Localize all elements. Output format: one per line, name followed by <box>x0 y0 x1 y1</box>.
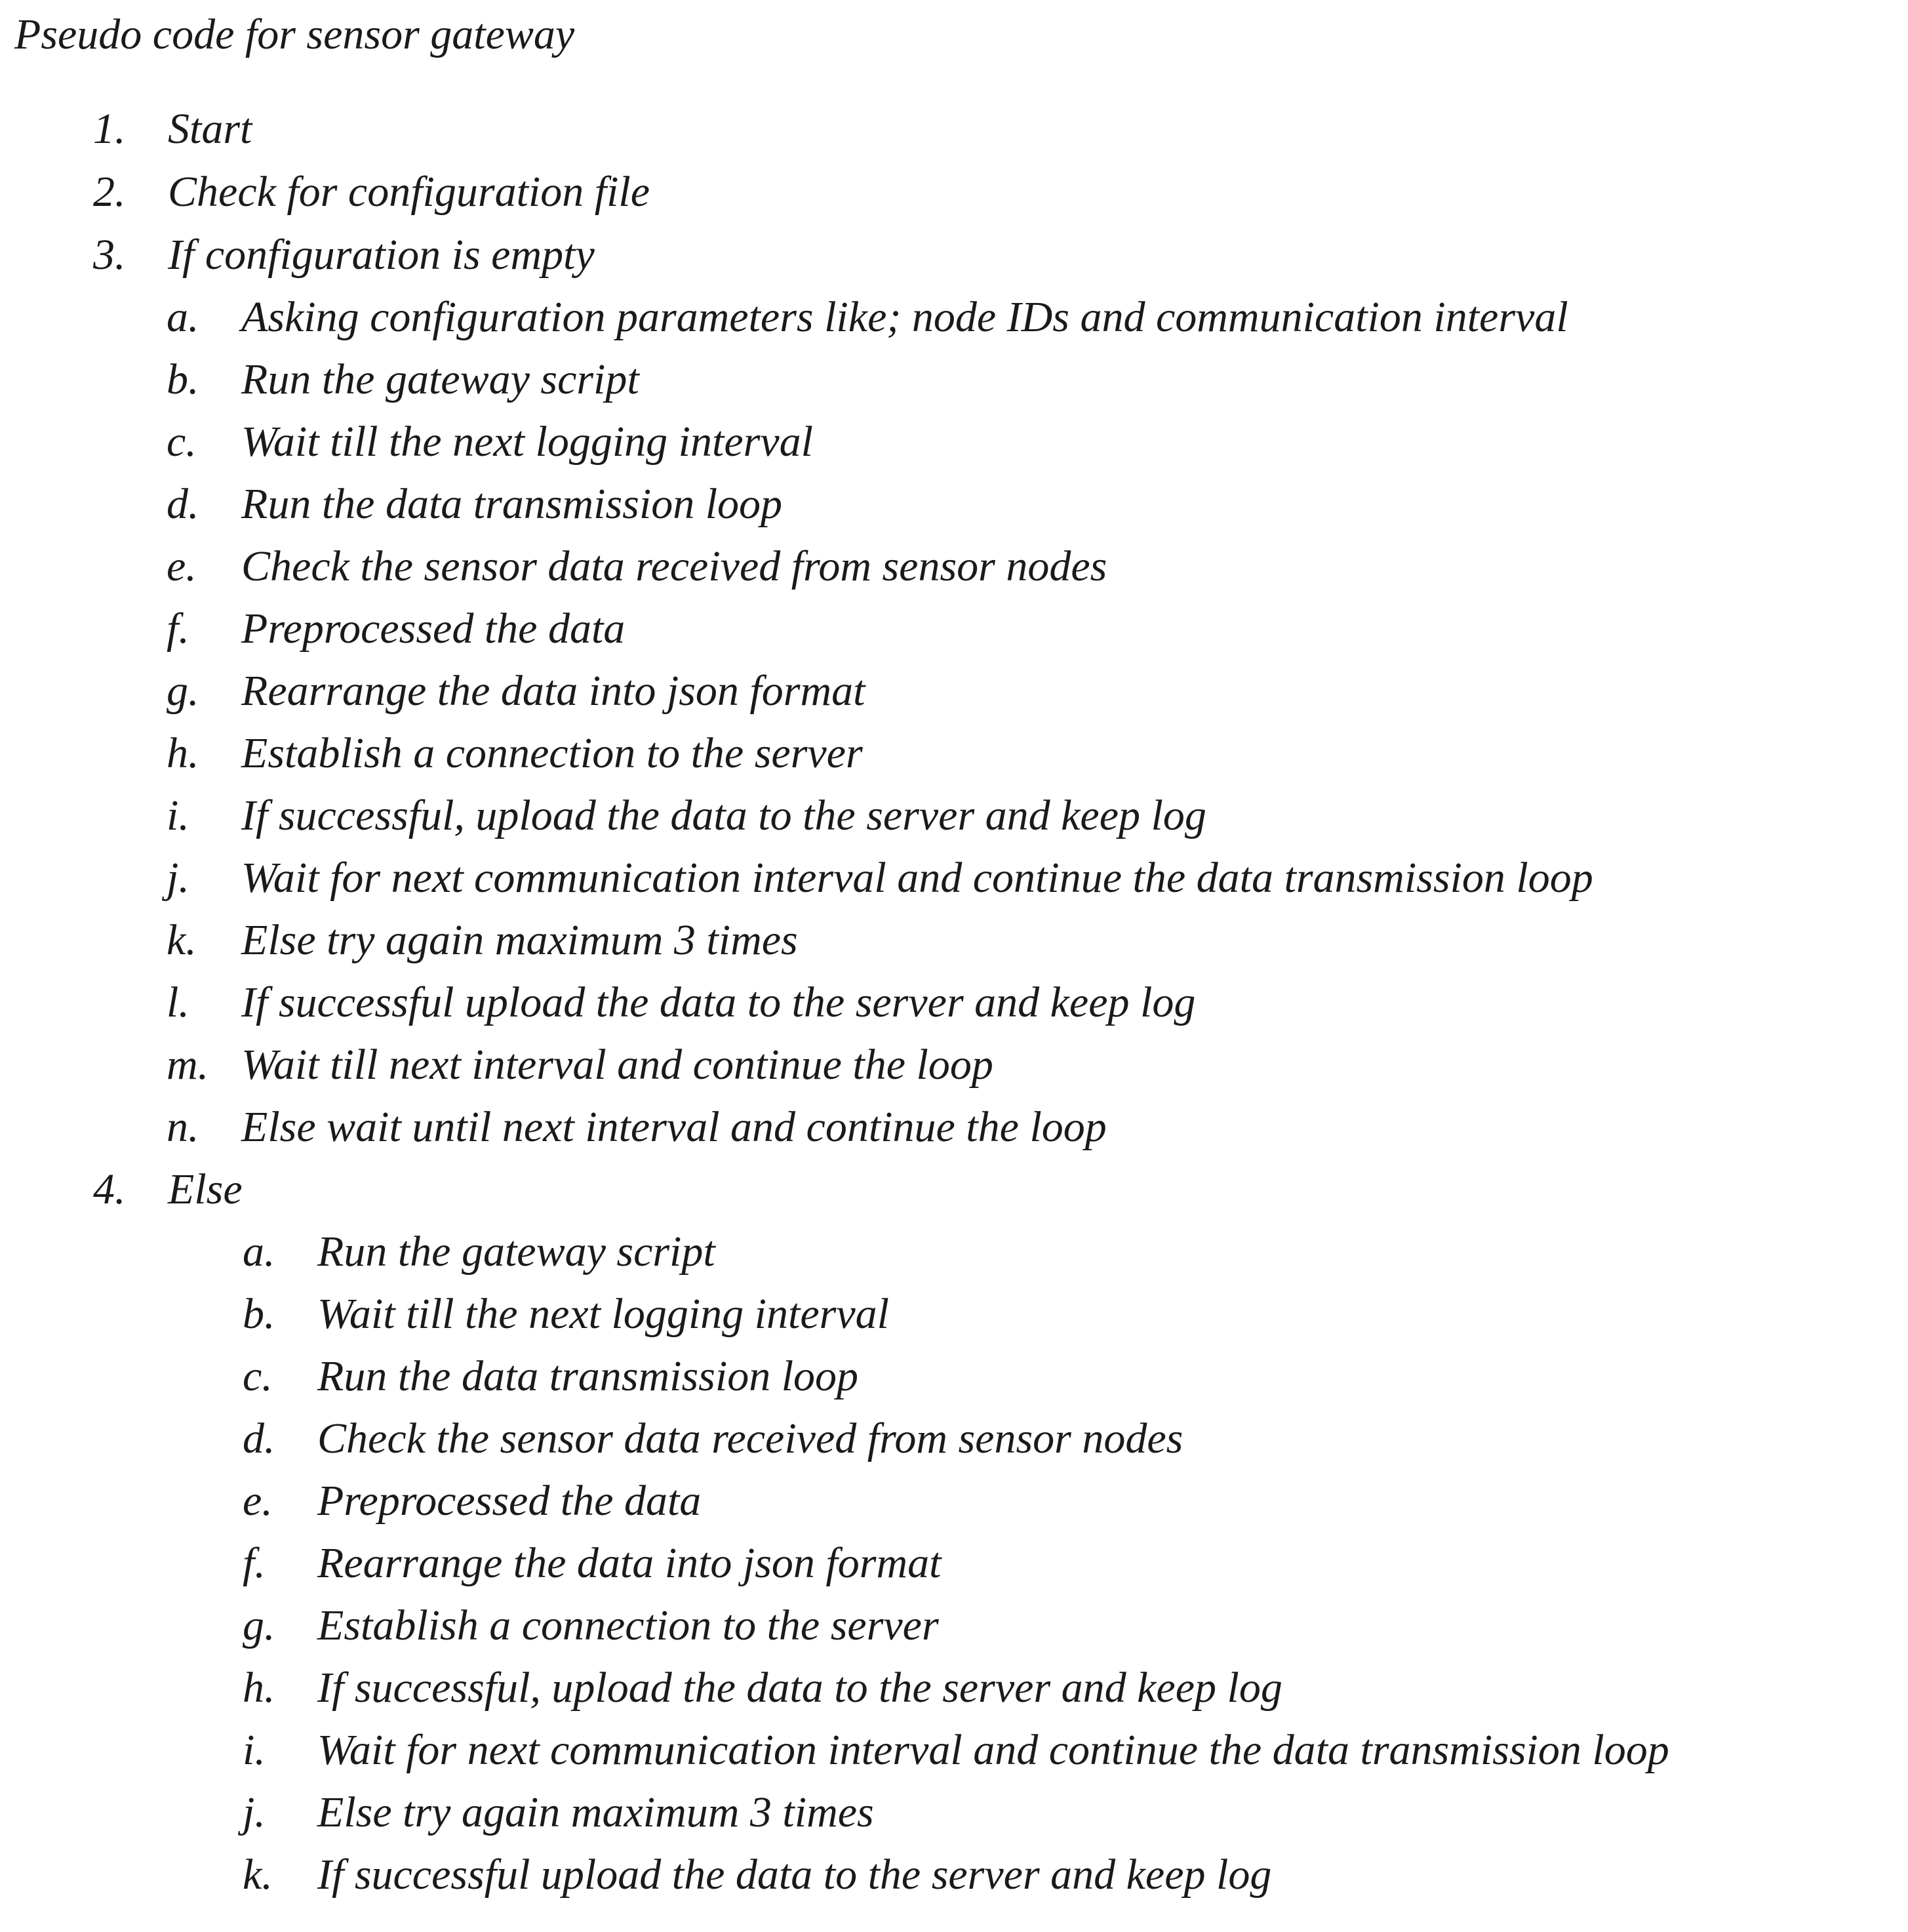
substep-text: If successful, upload the data to the server and keep log <box>241 792 1206 839</box>
step-text: Else <box>168 1165 243 1213</box>
substep-text: If successful upload the data to the server and keep log <box>241 978 1196 1026</box>
step-marker: 1. <box>93 105 126 153</box>
substep-text: Rearrange the data into json format <box>317 1539 942 1587</box>
substep-marker: c. <box>243 1352 273 1400</box>
substep-marker: g. <box>167 667 199 715</box>
substep-marker: c. <box>167 418 197 466</box>
substep-text: If successful, upload the data to the server and keep log <box>317 1664 1282 1712</box>
substep-marker: g. <box>243 1601 275 1649</box>
substep-text: Check the sensor data received from sensor nodes <box>241 542 1107 590</box>
document-title: Pseudo code for sensor gateway <box>14 10 575 58</box>
substep-marker: b. <box>243 1290 275 1338</box>
substep-text: Asking configuration parameters like; node IDs and communication interval <box>241 293 1568 341</box>
substep-text: If successful upload the data to the server and keep log <box>317 1851 1272 1899</box>
substep-text: Run the gateway script <box>241 355 639 403</box>
substep-text: Else wait until next interval and continue the loop <box>241 1103 1107 1151</box>
substep-text: Run the data transmission loop <box>241 480 783 528</box>
substep-marker: l. <box>167 978 189 1026</box>
substep-marker: h. <box>167 729 199 777</box>
substep-text: Wait till the next logging interval <box>317 1290 889 1338</box>
substep-text: Wait for next communication interval and continue the data transmission loop <box>317 1726 1669 1774</box>
substep-marker: b. <box>167 355 199 403</box>
substep-text: Wait till the next logging interval <box>241 418 813 466</box>
substep-text: Check the sensor data received from sensor nodes <box>317 1415 1183 1462</box>
substep-text: Run the gateway script <box>317 1228 715 1276</box>
step-marker: 4. <box>93 1165 126 1213</box>
substep-marker: i. <box>243 1726 266 1774</box>
substep-marker: a. <box>243 1228 275 1276</box>
substep-marker: i. <box>167 792 189 839</box>
step-text: Check for configuration file <box>168 168 650 216</box>
substep-marker: k. <box>243 1851 273 1899</box>
substep-text: Establish a connection to the server <box>241 729 863 777</box>
substep-text: Rearrange the data into json format <box>241 667 865 715</box>
substep-marker: f. <box>243 1539 266 1587</box>
substep-marker: d. <box>243 1415 275 1462</box>
substep-marker: k. <box>167 916 197 964</box>
substep-text: Wait till next interval and continue the loop <box>241 1041 993 1089</box>
step-marker: 3. <box>93 231 126 279</box>
substep-marker: f. <box>167 605 189 653</box>
substep-text: Preprocessed the data <box>317 1477 702 1525</box>
substep-text: Else try again maximum 3 times <box>241 916 798 964</box>
substep-marker: n. <box>167 1103 199 1151</box>
substep-text: Establish a connection to the server <box>317 1601 939 1649</box>
substep-marker: e. <box>167 542 197 590</box>
substep-marker: h. <box>243 1664 275 1712</box>
substep-text: Run the data transmission loop <box>317 1352 859 1400</box>
substep-marker: d. <box>167 480 199 528</box>
step-text: Start <box>168 105 252 153</box>
substep-marker: e. <box>243 1477 273 1525</box>
substep-marker: a. <box>167 293 199 341</box>
step-text: If configuration is empty <box>168 231 595 279</box>
substep-marker: j. <box>167 854 189 902</box>
substep-marker: m. <box>167 1041 209 1089</box>
substep-text: Wait for next communication interval and continue the data transmission loop <box>241 854 1593 902</box>
step-marker: 2. <box>93 168 126 216</box>
substep-text: Preprocessed the data <box>241 605 626 653</box>
substep-marker: j. <box>243 1788 266 1836</box>
substep-text: Else try again maximum 3 times <box>317 1788 874 1836</box>
